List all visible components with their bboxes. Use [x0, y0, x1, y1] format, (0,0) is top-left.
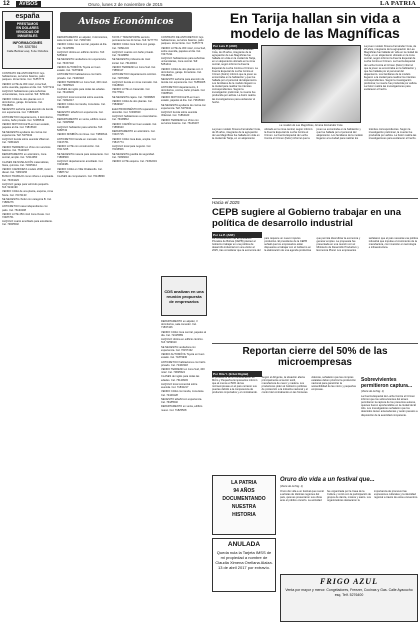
classified-ad: CLASES de inglés para todas las edades. Cel. 76129903 [57, 88, 106, 95]
brand-name: LA PATRIA [379, 0, 416, 7]
classified-ad: VENDO LOTE de 300 mts2, zona Sud, sobre avenida, papeles al día. Cel. 72477211 [2, 82, 54, 89]
article1-column-2 [364, 45, 418, 113]
classified-ad: ANTICRETICO habitaciones con baño privado. Cel. 72463318 [57, 73, 102, 80]
article1-column-1 [212, 48, 258, 110]
classified-ad: ALQUILO garaje para vehículo pequeño. Telf. 5242190 [2, 182, 50, 190]
classified-ad: DEPARTAMENTO en venta, edificio nuevo. Cel. 71825568 [57, 118, 107, 125]
anniversary-line: LA PATRIA [231, 480, 257, 486]
article4-body [361, 395, 418, 475]
classified-ad: DEPARTAMENTO en anticrético. Cel. 72407715 [112, 130, 156, 137]
la-patria-anniversary-box [212, 475, 276, 535]
classified-ad: SE NECESITA cajera. Cel. 71848826 [112, 95, 155, 99]
classified-ad: DEPARTAMENTO en anticrético, zona central, amplio. Cel. 72314950 [2, 153, 47, 160]
article5-body [280, 490, 418, 570]
article1-credit: Por Luis P. (ANF) [212, 43, 258, 49]
classified-ad: VENDO TERRENO en zona Sud, 400 mts2. Cel. 73825524 [161, 368, 205, 375]
classified-ad: VENDO TERRENO en Vinto con servicios básicos. Cel. 76146207 [161, 118, 199, 125]
classifieds-column-2 [57, 36, 109, 622]
classified-ad: SE NECESITA ayudante de cocina con experiencia. Telf. 5275342 [161, 103, 206, 110]
classified-ad: VENDO LOTE en Caracollo. Cel. 76177504 [112, 88, 151, 95]
espana-line: VENCIDAS DE [15, 30, 40, 34]
classified-ad: ELECTRODOMÉSTICOS reparación a domicilio. Cel. 72496630 [112, 107, 157, 114]
page-header [0, 0, 420, 8]
article3-credit: Por Rita Y. (Erbol Digital) [212, 371, 262, 377]
classifieds-column-4 [161, 36, 207, 271]
article2-kicker: Hacia el 2025 [212, 200, 240, 205]
article-text: La Fuerza Especial de Lucha Contra el Crimen informó que los sobrevivientes del atraco permitieron la captura de los presuntos autores, quienes fueron aprehendidos en la ciudad de El Alto. Los investigadores señalaron que los detenidos tienen antecedentes y serán puestos a disposición de la autoridad competente. [361, 395, 418, 417]
classified-ad: SE NECESITA vendedora con experiencia. Cel. 76157432 [57, 58, 107, 65]
classifieds-title: Avisos Económicos [60, 12, 192, 32]
article4-credit: (Viene de la Pág. 1) [361, 390, 384, 393]
classified-ad: VENDO MOTOCICLETA en buen estado, papeles al día. Cel. 73815620 [2, 123, 50, 130]
article-text: La joven modelo Ximena Fernández Cota, de 26 años, integrante de la agrupación de Las Magníficas fue hallada sin vida en la ciudad de Tarija, en un alojamiento ubicado en la zona central, según informó la Fuerza Especial de Lucha Contra el Crimen. La Fuerza Especial de Lucha Contra el Crimen (Felcc) informó que la joven se encontraba en la habitación y que fue hallada por el personal del alojamiento. Los familiares de la modelo llegaron a la ciudad para realizar los trámites correspondientes. Según la investigación preliminar, la muerte fue producida por asfixia. La Felcc realiza las investigaciones para esclarecer el hecho. [364, 45, 418, 92]
classified-ad: VENDO CASA con tienda, zona Este. Cel. 72449128 [161, 390, 205, 397]
classified-ad: NECESITO señorita para atención de tienda con experiencia. Cel. 71883405 [161, 78, 206, 85]
classified-ad: VENDO MINIBÚS con línea. Cel. 73896614 [57, 133, 108, 137]
classified-ad: ALQUILO cuarto amoblado para estudiante. Cel. 73845502 [2, 220, 53, 227]
espana-line: INMUEBLES [17, 34, 38, 38]
article-text: La joven modelo Ximena Fernández Cota, de 26 años, integrante de la agrupación de Las Magníficas fue hallada sin vida en la ciudad de Tarija, en un alojamiento ubicado en la zona central, según informó la Fuerza Especial de Lucha Contra el Crimen. La Fuerza Especial de Lucha Contra el Crimen (Felcc) informó que la joven se encontraba en la habitación y que fue hallada por el personal del alojamiento. Los familiares de la modelo llegaron a la ciudad para realizar los trámites correspondientes. Según la investigación preliminar, la muerte fue producida por asfixia. La Felcc realiza las investigaciones para esclarecer el hecho. [212, 128, 417, 141]
classified-ad: SE NECESITA ayudante de cocina con experiencia. Telf. 5275342 [2, 130, 47, 137]
classified-ad: TAXIS Y TRANSPORTE servicio permanente las 24 horas. Telf. 5277770 [112, 36, 158, 43]
classified-ad: ALQUILO habitaciones para señoritas universitarias, zona central. Telf. 5251411 [161, 57, 205, 67]
classified-ad: ALQUILO habitaciones para señoritas universitarias, zona central. Telf. 5251411 [2, 90, 50, 97]
article2-credit: Por La P. (ANF) [212, 232, 262, 238]
anulada-box [212, 538, 276, 592]
classified-ad: VENDO CASA zona Norte con garaje. Cel. 71891234 [112, 43, 156, 50]
classified-ad: DEPARTAMENTO en alquiler, 3 dormitorios, sala comedor. Cel. 71837446 [57, 36, 108, 43]
classified-ad: ANTICRETICO departamento céntrico. Cel. 71873362 [112, 73, 157, 80]
classified-ad: VENDO CASA zona Este, amplia. Cel. 73817774 [112, 137, 157, 144]
article-text: La joven modelo Ximena Fernández Cota, de 26 años, integrante de la agrupación de Las Magníficas fue hallada sin vida en la ciudad de Tarija, en un alojamiento ubicado en la zona central, según informó la Fuerza Especial de Lucha Contra el Crimen. La Fuerza Especial de Lucha Contra el Crimen (Felcc) informó que la joven se encontraba en la habitación y que fue hallada por el personal del alojamiento. Los familiares de la modelo llegaron a la ciudad para realizar los trámites correspondientes. Según la investigación preliminar, la muerte fue producida por asfixia. La Felcc realiza las investigaciones para esclarecer el hecho. [212, 48, 258, 104]
classified-ad: ALQUILO local para negocio. Cel. 76195506 [112, 145, 152, 152]
classified-ad: VENDO CASA con tienda, zona Este. Cel. 72449128 [57, 103, 106, 110]
article1-column-3 [212, 128, 418, 194]
classified-ad: VENDO LOTE con construcción. Cel. 76117205 [57, 145, 100, 152]
article-text: La Confederación de Empresarios Privados de Bolivia (CEPB) planteó al Gobierno trabajar en una política de desarrollo industrial con una visión al 2025, tras considerar que la economía del país requiere un nuevo impulso productivo. El presidente de la CEPB señaló que los empresarios están dispuestos a trabajar con el Gobierno en la elaboración de una agenda productiva que permita diversificar la economía y generar empleo. La propuesta fue presentada en una reunión con el Ministerio de Desarrollo Productivo y Economía Plural. Los empresarios señalaron que el país necesita una política industrial que impulse el crecimiento de la manufactura, con inversión en tecnología e infraestructura. [212, 237, 418, 253]
classified-ad: VENDO AUTOMÓVIL Toyota en buen estado. Cel. 71879930 [57, 65, 101, 73]
date-line: Oruro, lunes 2 de noviembre de 2015 [88, 1, 163, 7]
classified-ad: ALQUILO tienda sobre avenida Villarroel. Cel. 71864423 [2, 138, 50, 145]
page-number: 12 [3, 1, 10, 7]
classified-ad: ALQUILO departamento amoblado. Cel. 72493381 [57, 160, 104, 167]
classified-ad: ANTICRETICO departamento, 2 dormitorios, cocina, baño privado. Cel. 72485519 [161, 85, 206, 95]
classified-ad: ALQUILO tienda en zona mercado. Cel. 72428819 [112, 80, 158, 87]
article1-headline: En Tarija hallan sin vida a modelo de las Magníficas [229, 10, 401, 41]
cds-box-text: CDS analizan en una reunión propuesta de empresarios [164, 288, 204, 304]
classified-ad: VENDO LOTE de 300 mts2, zona Sud, sobre avenida, papeles al día. Cel. 72477211 [161, 46, 206, 56]
classified-ad: DEPARTAMENTO en venta, edificio nuevo. Cel. 71825568 [161, 405, 203, 412]
classified-ad: VENDO TERRENO en zona Sud. Cel. 73850117 [112, 65, 156, 73]
frigo-azul-ad [280, 574, 418, 622]
anulada-text: Queda nula la Tarjeta IMSS de mi propiedad a nombre de Claudia Ximena Orellana Alaiza. 13 de abril 2017 por extravío. [215, 550, 273, 570]
classified-ad: CLASES de inglés para todas las edades. Cel. 76129903 [161, 375, 200, 382]
espana-line: EN DOLARES [16, 26, 39, 30]
cds-box [161, 276, 207, 316]
frigo-azul-text: Venta por mayor y menor. Congeladores, Freezer, Cocinas y Gas. Calle Ayacucho esq. Telf. 5276400 [285, 588, 413, 597]
classified-ad: VENDO TERRENO en Vinto con servicios básicos. Cel. 76146207 [2, 145, 51, 152]
article5-credit: (Viene de la Pág. 1) [280, 485, 303, 488]
espana-logo: españa [15, 13, 40, 20]
article-text: Oruro dio vida a un festival que reunió a artistas de distintas regiones del país, quienes presentaron sus obras ante el público orureño. La actividad fue organizada por la Casa de la Cultura y contó con la participación de grupos de danza, música y teatro. Los organizadores destacaron la importancia de promover las expresiones culturales y la identidad regional a través de estos encuentros. [280, 490, 418, 503]
classified-ad: SE NECESITA vendedora con experiencia. Cel. 76157432 [161, 345, 196, 352]
classified-ad: SE NECESITA guardia de seguridad. Cel. 71836610 [112, 152, 155, 159]
classified-ad: ANTICRETICO casa independiente con patio. Cel. 76133208 [2, 205, 48, 212]
classifieds-column-3 [112, 36, 158, 622]
article2-body [212, 237, 418, 341]
espana-address: Calle Bolivar esq. 6 de Octubre [6, 49, 49, 53]
article5-headline: Oruro dio vida a un festival que... [280, 477, 375, 483]
classified-ad: ALQUILO tienda sobre avenida Villarroel. Cel. 71864423 [161, 111, 198, 118]
classified-ad: VENDO CASA de dos plantas con 4 dormitorios, garaje. Zona Este. Cel. 76148201 [161, 67, 203, 77]
classifieds-column-5 [161, 320, 207, 620]
classified-ad: VENDO CASA en Villa Challacollo. Cel. 73887712 [57, 167, 103, 174]
classified-ad: VENDO CASA de dos plantas. Cel. 73849927 [112, 100, 153, 107]
classified-ad: ALQUILO local comercial sobre avenida. Cel. 71832217 [57, 95, 104, 102]
anniversary-line: 94 AÑOS [233, 488, 255, 494]
classified-ad: VENDO CAMIONETA modelo 2008, motor diesel. Cel. 73833156 [2, 168, 51, 175]
classified-ad: VENDO TERRENO en zona Sud, 400 mts2. Cel. 73825524 [57, 80, 108, 87]
classified-ad: VENDO LOTE 250 mts2 zona Oeste. Cel. 72487761 [2, 212, 51, 219]
article2-headline: CEPB sugiere al Gobierno trabajar en una política de desarrollo industrial [212, 207, 401, 229]
classified-ad: CLASES DE NIVELACIÓN matemáticas, física, química. Cel. 71845312 [2, 160, 50, 167]
section-label: AVISOS [16, 1, 41, 7]
classifieds-column-1 [2, 72, 54, 622]
classified-ad: ANTICRETICO departamento, 2 dormitorios, cocina, baño privado. Cel. 72485519 [2, 115, 54, 122]
divider [212, 198, 418, 199]
classified-ad: VENDO CAMIÓN en buen estado. Cel. 71856643 [112, 122, 157, 129]
classified-ad: VENDO CASA zona central, papeles al día. Cel. 72415589 [57, 43, 108, 50]
classified-ad: ANTICRETICO habitaciones con baño privado. Cel. 72463318 [161, 360, 206, 367]
classified-ad: VENDO CASA de una planta, esquina, zona Norte. Cel. 72471133 [2, 190, 53, 197]
classified-ad: ALQUILO oficina en edificio céntrico. Telf. 5259910 [161, 338, 204, 345]
classified-ad: VENDO MOTOCICLETA en buen estado, papeles al día. Cel. 73815620 [161, 96, 205, 103]
classified-ad: ALQUILO local comercial sobre avenida. Cel. 71832217 [161, 382, 198, 390]
classified-ad: VENDO LOTE esquina. Cel. 72452219 [112, 160, 157, 164]
classified-ad: CONTRATO DE ANTICRÉTICO: lujo habitaciones, servicios básicos, patio parqueo. Zona Norte. Cel. 71857773 [2, 72, 45, 82]
espana-line: PRESTAMOS [16, 22, 39, 26]
classified-ad: CLASES de computación. Cel. 76148839 [57, 175, 105, 179]
article3-headline: Reportan cierre del 50% de las microempresas [242, 346, 388, 368]
classified-ad: NECESITO albañil con experiencia. Cel. 76185540 [161, 397, 203, 405]
classified-ad: ALQUILO habitaciones a universitarios. Cel. 76168812 [112, 115, 158, 122]
anulada-title: ANULADA [227, 541, 261, 548]
classified-ad: SE NECESITA mesera para restaurante. Cel. 71866509 [57, 152, 109, 159]
classified-ad: DEPARTAMENTO en alquiler, 3 dormitorios, sala comedor. Cel. 71837446 [161, 320, 198, 330]
classified-ad: SE NECESITA chofer con categoría B. Cel. 71884276 [2, 197, 52, 205]
article4-headline: Sobrevivientes permitieron captura... [361, 377, 413, 389]
classified-ad: VENDO CASA de dos plantas con 4 dormitorios, garaje. Zona Este. Cel. 76148201 [2, 97, 44, 107]
classified-ad: VENDO CASA zona central, papeles al día. Cel. 72415589 [161, 330, 206, 337]
classified-ad: ALQUILO oficina en edificio céntrico. Telf. 5259910 [57, 50, 105, 58]
frigo-azul-name: FRIGO AZUL [320, 577, 378, 586]
classified-ad: NECESITO señorita para atención de tienda con experiencia. Cel. 71883405 [2, 108, 53, 115]
anniversary-line: NUESTRA [231, 504, 257, 510]
classified-ad: ALQUILO cuartos con baño privado. Cel. 72418860 [112, 50, 154, 58]
classified-ad: ANTICRETICO tienda en mercado. Cel. 72437761 [57, 137, 103, 144]
espana-phone: Telf. 5287554 [17, 45, 38, 49]
classified-ad: SE NECESITA profesora de nivel inicial. Cel. 76120034 [112, 58, 151, 65]
classified-ad: VENDO AUTOMÓVIL Toyota en buen estado. Cel. 71879930 [161, 353, 205, 360]
classified-ad: ALQUILO habitación para señorita. Telf. 5268743 [57, 125, 103, 132]
article1-photo [261, 45, 361, 123]
classified-ad: CONTRATO DE ANTICRÉTICO: lujo habitaciones, servicios básicos, patio parqueo. Zona Norte. Cel. 71857773 [161, 36, 204, 46]
classified-ad: NECESITO albañil con experiencia. Cel. 76185540 [57, 110, 104, 117]
anniversary-line: DOCUMENTANDO [222, 496, 266, 502]
classified-ad: BUSCO TRABAJO como niñera o empleada. Cel. 76154423 [2, 175, 54, 182]
article-text: El presidente de la Confederación de Micro y Pequeños Empresarios informó que al menos el 50% de las microempresas en el país cerraron sus puertas debido a la competencia de productos importados y el contrabando. Según el dirigente, la situación afecta principalmente al sector textil, manufactura de cuero y madera. Los productores piden al Gobierno políticas de protección a la industria nacional y el control del contrabando en las fronteras. Además, señalaron que las compras estatales deben priorizar la producción nacional para garantizar la sostenibilidad de las micro y pequeñas empresas. [212, 376, 356, 395]
espana-offer [5, 21, 50, 39]
divider [212, 343, 418, 344]
espana-info: INFORMACIONES [12, 41, 43, 45]
espana-ad [2, 11, 53, 69]
article1-photo-caption: La modelo de Las Magníficas, Jimena Fernández Cota [279, 124, 343, 127]
anniversary-line: HISTORIA [232, 512, 256, 518]
